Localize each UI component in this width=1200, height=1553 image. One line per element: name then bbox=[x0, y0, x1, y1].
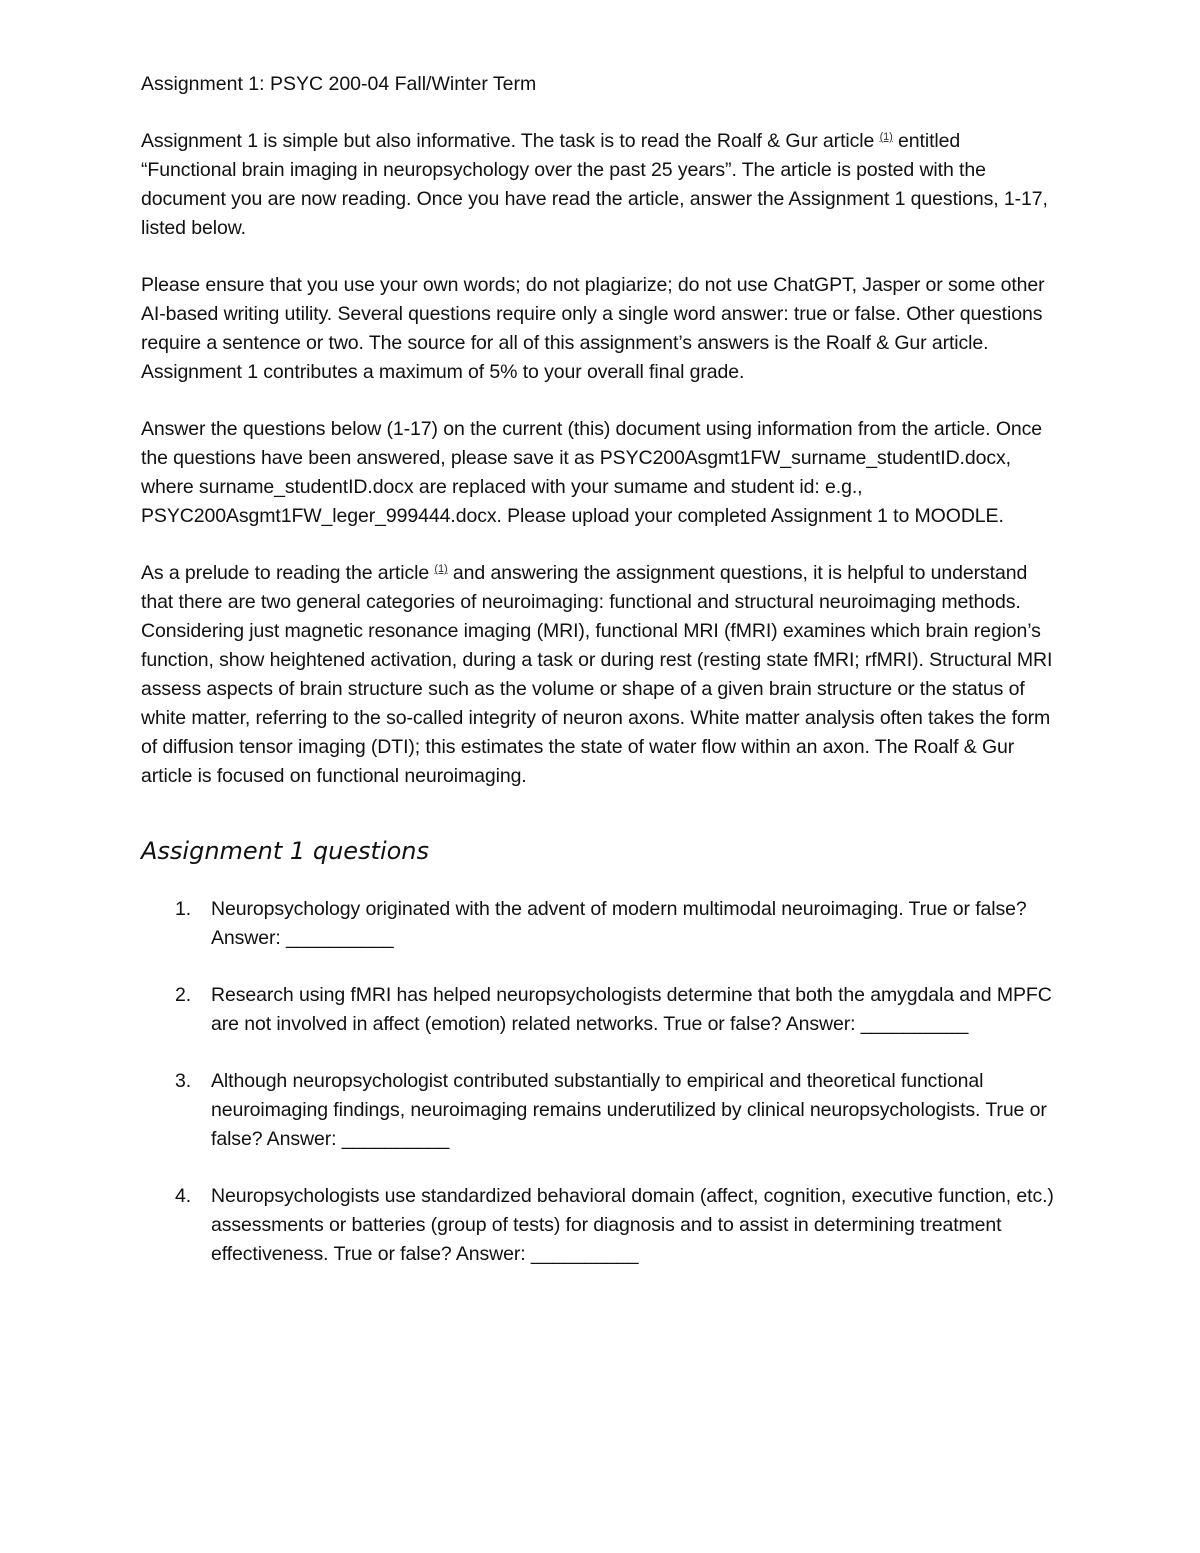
prelude-text-end: and answering the assignment questions, it is helpful to understand that there are two general categories of neuroimaging: functional and structural neuroimaging methods. Considering just magnetic resonance imaging (MRI), functional MRI (fMRI) examines which brain region’s function, show heightened activation, during a task or during rest (resting state fMRI; rfMRI). Structural MRI assess aspects of brain structure such as the volume or shape of a given brain structure or the status of white matter, referring to the so-called integrity of neuron axons. White matter analysis often takes the form of diffusion tensor imaging (DTI); this estimates the state of water flow within an axon. The Roalf & Gur article is focused on functional neuroimaging. bbox=[141, 562, 1053, 787]
intro-text-start: Assignment 1 is simple but also informative. The task is to read the Roalf & Gur article bbox=[141, 130, 880, 152]
question-item bbox=[141, 1067, 1060, 1154]
question-item bbox=[141, 981, 1060, 1039]
citation-reference[interactable]: (1) bbox=[434, 563, 448, 575]
instructions-paragraph: Please ensure that you use your own words; do not plagiarize; do not use ChatGPT, Jasper or some other AI-based writing utility. Several questions require only a single word answer: true or false. Other questions require a sentence or two. The source for all of this assignment’s answers is the Roalf & Gur article. Assignment 1 contributes a maximum of 5% to your overall final grade. bbox=[141, 274, 1045, 383]
question-text: Neuropsychology originated with the advent of modern multimodal neuroimaging. True or false? Answer: __________ bbox=[211, 898, 1027, 949]
intro-text-end: entitled “Functional brain imaging in neuropsychology over the past 25 years”. The article is posted with the document you are now reading. Once you have read the article, answer the Assignment 1 questions, 1-17, listed below. bbox=[141, 130, 1048, 239]
document-title: Assignment 1: PSYC 200-04 Fall/Winter Term bbox=[141, 73, 537, 95]
question-text: Research using fMRI has helped neuropsychologists determine that both the amygdala and MPFC are not involved in affect (emotion) related networks. True or false? Answer: __________ bbox=[211, 984, 1052, 1035]
prelude-paragraph bbox=[141, 559, 1060, 791]
question-text: Neuropsychologists use standardized behavioral domain (affect, cognition, executive function, etc.) assessments or batteries (group of tests) for diagnosis and to assist in determining treatment effectiveness. True or false? Answer: __________ bbox=[211, 1185, 1054, 1265]
question-item bbox=[141, 895, 1060, 953]
question-item bbox=[141, 1182, 1060, 1269]
question-number: 3. bbox=[175, 1070, 192, 1092]
question-number: 2. bbox=[175, 984, 192, 1006]
prelude-text-start: As a prelude to reading the article bbox=[141, 562, 435, 584]
submission-paragraph: Answer the questions below (1-17) on the current (this) document using information from the article. Once the questions have been answered, please save it as PSYC200Asgmt1FW_surname_studentID.docx, where surname_studentID.docx are replaced with your sumame and student id: e.g., PSYC200Asgmt1FW_leger_999444.docx. Please upload your completed Assignment 1 to MOODLE. bbox=[141, 418, 1043, 527]
question-number: 4. bbox=[175, 1185, 192, 1207]
question-number: 1. bbox=[175, 898, 192, 920]
intro-paragraph bbox=[141, 127, 1060, 243]
question-text: Although neuropsychologist contributed substantially to empirical and theoretical functional neuroimaging findings, neuroimaging remains underutilized by clinical neuropsychologists. True or false? Answer: __________ bbox=[211, 1070, 1047, 1150]
section-heading: Assignment 1 questions bbox=[141, 837, 430, 865]
citation-reference[interactable]: (1) bbox=[879, 131, 893, 143]
question-list bbox=[141, 895, 1060, 1269]
